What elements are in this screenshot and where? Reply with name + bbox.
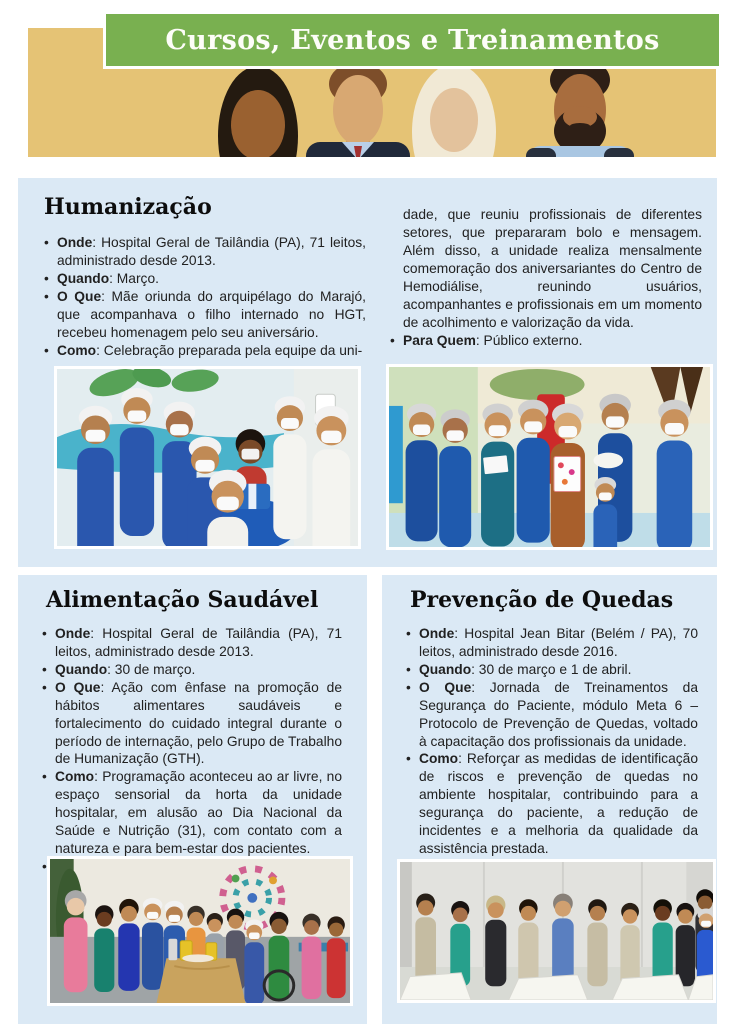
bullet-text: Jornada de Treinamentos da Segurança do Paciente, módulo Meta 6 – Protocolo de Prevenção de Quedas, voltado à capacitação dos profissionais da unidade. (419, 679, 698, 749)
humanizacao-continuation-text: dade, que reuniu profissionais de diferentes setores, que prepararam bolo e mensagem. Além disso, a unidade realiza mensalmente comemoração dos aniversariantes do Centro de Hemodiálise, reunindo usuários, acompanhantes e profissionais em um momento de acolhimento e valorização da vida. (403, 207, 702, 330)
bullet-label: Onde (55, 626, 91, 641)
person-illustration-woman-white-hair (412, 64, 496, 157)
bullet-text: Ação com ênfase na promoção de hábitos alimentares saudáveis e fortalecimento do cuidado integral durante o período de internação, pelo Grupo de Trabalho de Humanização (GTH). (55, 679, 342, 767)
bullet-item (42, 768, 342, 858)
page-title: Cursos, Eventos e Treinamentos (165, 24, 660, 56)
bullet-item (44, 234, 366, 270)
humanizacao-right-column (390, 206, 702, 350)
bullet-label: Quando (55, 661, 108, 677)
bullet-separator: : (100, 679, 112, 695)
bullet-item (44, 270, 366, 288)
bullet-label: O Que (419, 679, 472, 695)
bullet-item (406, 750, 698, 858)
alimentacao-text-block (42, 587, 342, 876)
section-title-humanizacao: Humanização (44, 194, 212, 220)
person-illustration-woman-dark-hair (218, 66, 298, 157)
bullet-separator: : (471, 661, 479, 677)
bullet-separator: : (454, 626, 465, 641)
bullet-separator: : (90, 626, 103, 641)
bullet-item (44, 288, 366, 342)
title-banner (103, 14, 719, 69)
bullet-item (406, 679, 698, 751)
bullet-text: 30 de março e 1 de abril. (478, 661, 632, 677)
humanizacao-bullet-list-right (390, 332, 702, 350)
bullet-text: Hospital Geral de Tailândia (PA), 71 leitos, administrado desde 2013. (55, 626, 342, 659)
bullet-text: Hospital Jean Bitar (Belém / PA), 70 leitos, administrado desde 2016. (419, 626, 699, 659)
photo-quedas-training (397, 859, 716, 1003)
section-quedas (382, 575, 717, 1024)
bullet-separator: : (475, 333, 484, 349)
alimentacao-bullet-list (42, 625, 342, 876)
bullet-separator: : (107, 661, 115, 677)
bullet-separator: : (94, 769, 103, 785)
bullet-label: Quando (57, 270, 110, 286)
bullet-label: Onde (57, 235, 93, 250)
bullet-label: Como (57, 342, 97, 358)
bullet-label: O Que (57, 288, 102, 304)
humanizacao-bullet-list-left (44, 234, 366, 359)
photo-alimentacao-garden (47, 856, 353, 1006)
bullet-item (42, 679, 342, 769)
bullet-label: Como (55, 769, 95, 785)
photo-humanizacao-birthday (54, 366, 361, 549)
bullet-text: Março. (116, 270, 159, 286)
bullet-separator: : (458, 751, 467, 767)
bullet-separator: : (471, 679, 490, 695)
bullet-text: Público externo. (483, 333, 583, 349)
bullet-item (44, 342, 366, 360)
photo-humanizacao-team (386, 364, 713, 550)
bullet-label: Quando (419, 661, 472, 677)
photo-humanizacao-team-image (389, 367, 710, 547)
bullet-item (390, 332, 702, 350)
bullet-label: Onde (419, 626, 455, 641)
bullet-text: Mãe oriunda do arquipélago do Marajó, que acompanhava o filho internado no HGT, recebeu homenagem pelo seu aniversário. (57, 288, 366, 340)
quedas-text-block (406, 587, 698, 876)
photo-alimentacao-garden-image (50, 859, 350, 1003)
humanizacao-left-column (44, 194, 366, 359)
bullet-separator: : (92, 235, 102, 250)
bullet-separator: : (101, 288, 112, 304)
bullet-text: Hospital Geral de Tailândia (PA), 71 leitos, administrado desde 2013. (57, 235, 366, 268)
section-alimentacao (18, 575, 367, 1024)
bullet-text: Reforçar as medidas de identificação de riscos e prevenção de quedas no ambiente hospitalar, contribuindo para a segurança do paciente, a redução de incidentes e a melhoria da qualidade da assistência prestada. (419, 751, 698, 857)
person-illustration-man-suit (306, 62, 410, 157)
section-title-alimentacao: Alimentação Saudável (46, 587, 319, 613)
section-humanizacao (18, 178, 717, 567)
bullet-text: Programação aconteceu ao ar livre, no espaço sensorial da horta da unidade hospitalar, em alusão ao Dia Nacional da Saúde e Nutrição (31), com contato com a natureza e para bem-estar dos pacientes. (55, 769, 343, 857)
bullet-separator: : (96, 342, 104, 358)
photo-humanizacao-birthday-image (57, 369, 358, 546)
bullet-text: Celebração preparada pela equipe da uni- (103, 342, 363, 358)
section-title-quedas: Prevenção de Quedas (410, 587, 674, 613)
quedas-bullet-list (406, 625, 698, 876)
bullet-item (42, 661, 342, 679)
bullet-item (42, 625, 342, 661)
bullet-label: Para Quem (403, 333, 476, 349)
bullet-item (406, 625, 698, 661)
bullet-separator: : (109, 270, 117, 286)
person-illustration-man-beard (526, 58, 634, 157)
bullet-label: O Que (55, 679, 101, 695)
bullet-item (406, 661, 698, 679)
photo-quedas-training-image (400, 862, 713, 1000)
bullet-label: Como (419, 751, 459, 767)
bullet-text: 30 de março. (114, 661, 196, 677)
